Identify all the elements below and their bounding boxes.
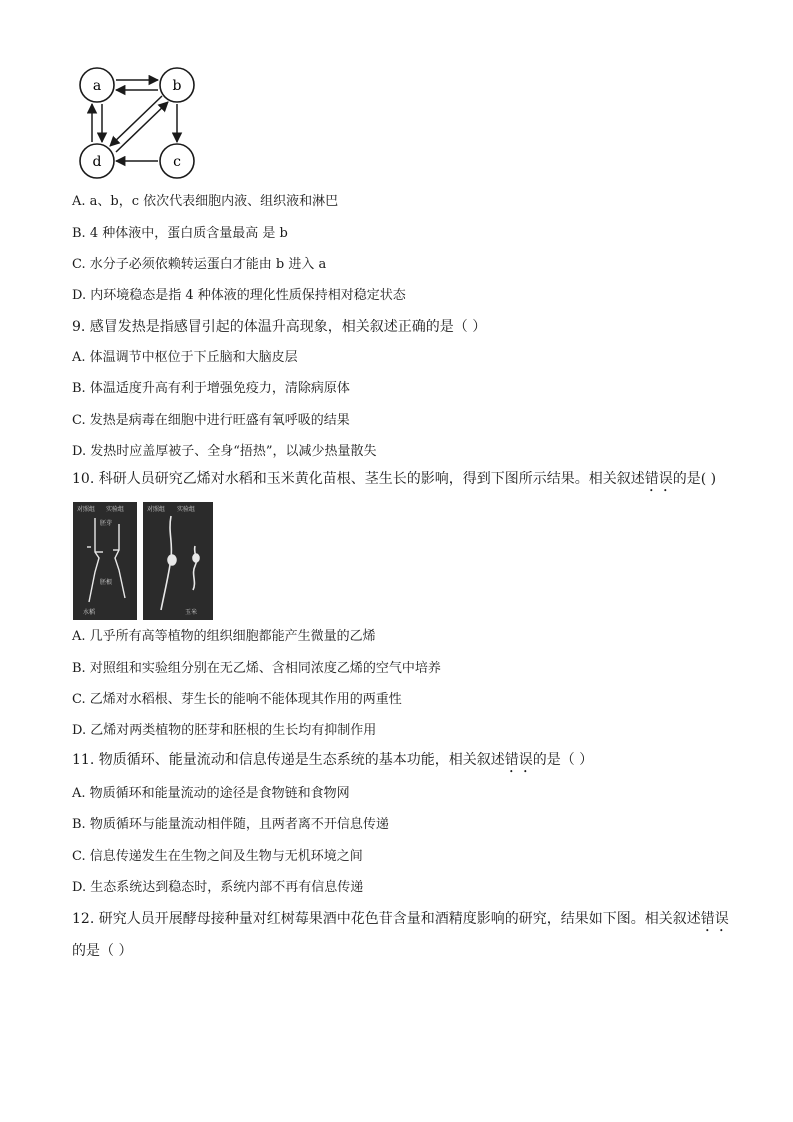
rice-label: 水稻 [83, 609, 96, 616]
svg-text:d: d [92, 154, 102, 170]
arrow-d-to-b [116, 102, 168, 152]
node-a [80, 68, 114, 102]
q12-stem [72, 910, 729, 935]
rice-control-label: 对照组 [77, 506, 96, 513]
q11-stem-text: 11. 物质循环、能量流动和信息传递是生态系统的基本功能，相关叙述 [72, 752, 505, 768]
q10-stem-text: 10. 科研人员研究乙烯对水稻和玉米黄化苗根、茎生长的影响，得到下图所示结果。相关叙述 [72, 471, 645, 487]
seedling-photo [73, 502, 213, 620]
node-b [160, 68, 194, 102]
q8-option-a: A. a、b，c 依次代表细胞内液、组织液和淋巴 [72, 194, 339, 209]
q10-stem-tail: 的是( ) [672, 471, 717, 487]
q9-option-b: B. 体温适度升高有利于增强免疫力，清除病原体 [72, 381, 350, 396]
q9-option-d: D. 发热时应盖厚被子、全身“捂热”，以减少热量散失 [72, 444, 377, 459]
rice-shoot-label: 胚芽 [100, 520, 113, 527]
q8-option-d: D. 内环境稳态是指 4 种体液的理化性质保持相对稳定状态 [72, 288, 406, 303]
corn-label: 玉米 [185, 609, 198, 616]
q10-stem [72, 470, 716, 495]
arrow-b-to-d [110, 96, 162, 146]
q10-option-d: D. 乙烯对两类植物的胚芽和胚根的生长均有抑制作用 [72, 723, 377, 738]
svg-text:a: a [92, 78, 102, 94]
q10-option-c: C. 乙烯对水稻根、芽生长的能响不能体现其作用的两重性 [72, 692, 402, 707]
q12-stem-line2: 的是（ ） [72, 943, 133, 959]
q12-stem-emphasis: 错误 [700, 911, 729, 927]
node-d [80, 144, 114, 178]
q12-stem-text: 12. 研究人员开展酵母接种量对红树莓果酒中花色苷含量和酒精度影响的研究，结果如下图。相关叙述 [72, 911, 701, 927]
q11-option-a: A. 物质循环和能量流动的途径是食物链和食物网 [72, 786, 350, 801]
body-fluid-diagram [70, 58, 210, 188]
svg-text:c: c [173, 154, 181, 170]
q11-option-c: C. 信息传递发生在生物之间及生物与无机环境之间 [72, 849, 363, 864]
q8-option-c: C. 水分子必须依赖转运蛋白才能由 b 进入 a [72, 257, 327, 272]
q10-stem-emphasis: 错误 [644, 471, 673, 487]
q8-option-b: B. 4 种体液中，蛋白质含量最高 是 b [72, 226, 288, 241]
corn-experiment-label: 实验组 [177, 506, 196, 513]
q11-option-b: B. 物质循环与能量流动相伴随，且两者离不开信息传递 [72, 817, 389, 832]
q11-stem-emphasis: 错误 [504, 752, 533, 768]
q11-option-d: D. 生态系统达到稳态时，系统内部不再有信息传递 [72, 880, 364, 895]
rice-root-label: 胚根 [100, 579, 113, 586]
q9-option-a: A. 体温调节中枢位于下丘脑和大脑皮层 [72, 350, 298, 365]
q10-option-a: A. 几乎所有高等植物的组织细胞都能产生微量的乙烯 [72, 629, 376, 644]
q11-stem [72, 751, 593, 776]
q9-stem: 9. 感冒发热是指感冒引起的体温升高现象，相关叙述正确的是（ ） [72, 319, 487, 335]
q11-stem-tail: 的是（ ） [532, 752, 594, 768]
rice-experiment-label: 实验组 [106, 506, 125, 513]
corn-panel [143, 502, 213, 620]
q9-option-c: C. 发热是病毒在细胞中进行旺盛有氧呼吸的结果 [72, 413, 350, 428]
node-c [160, 144, 194, 178]
q10-option-b: B. 对照组和实验组分别在无乙烯、含相同浓度乙烯的空气中培养 [72, 661, 441, 676]
svg-text:b: b [172, 78, 182, 94]
corn-control-label: 对照组 [147, 506, 166, 513]
